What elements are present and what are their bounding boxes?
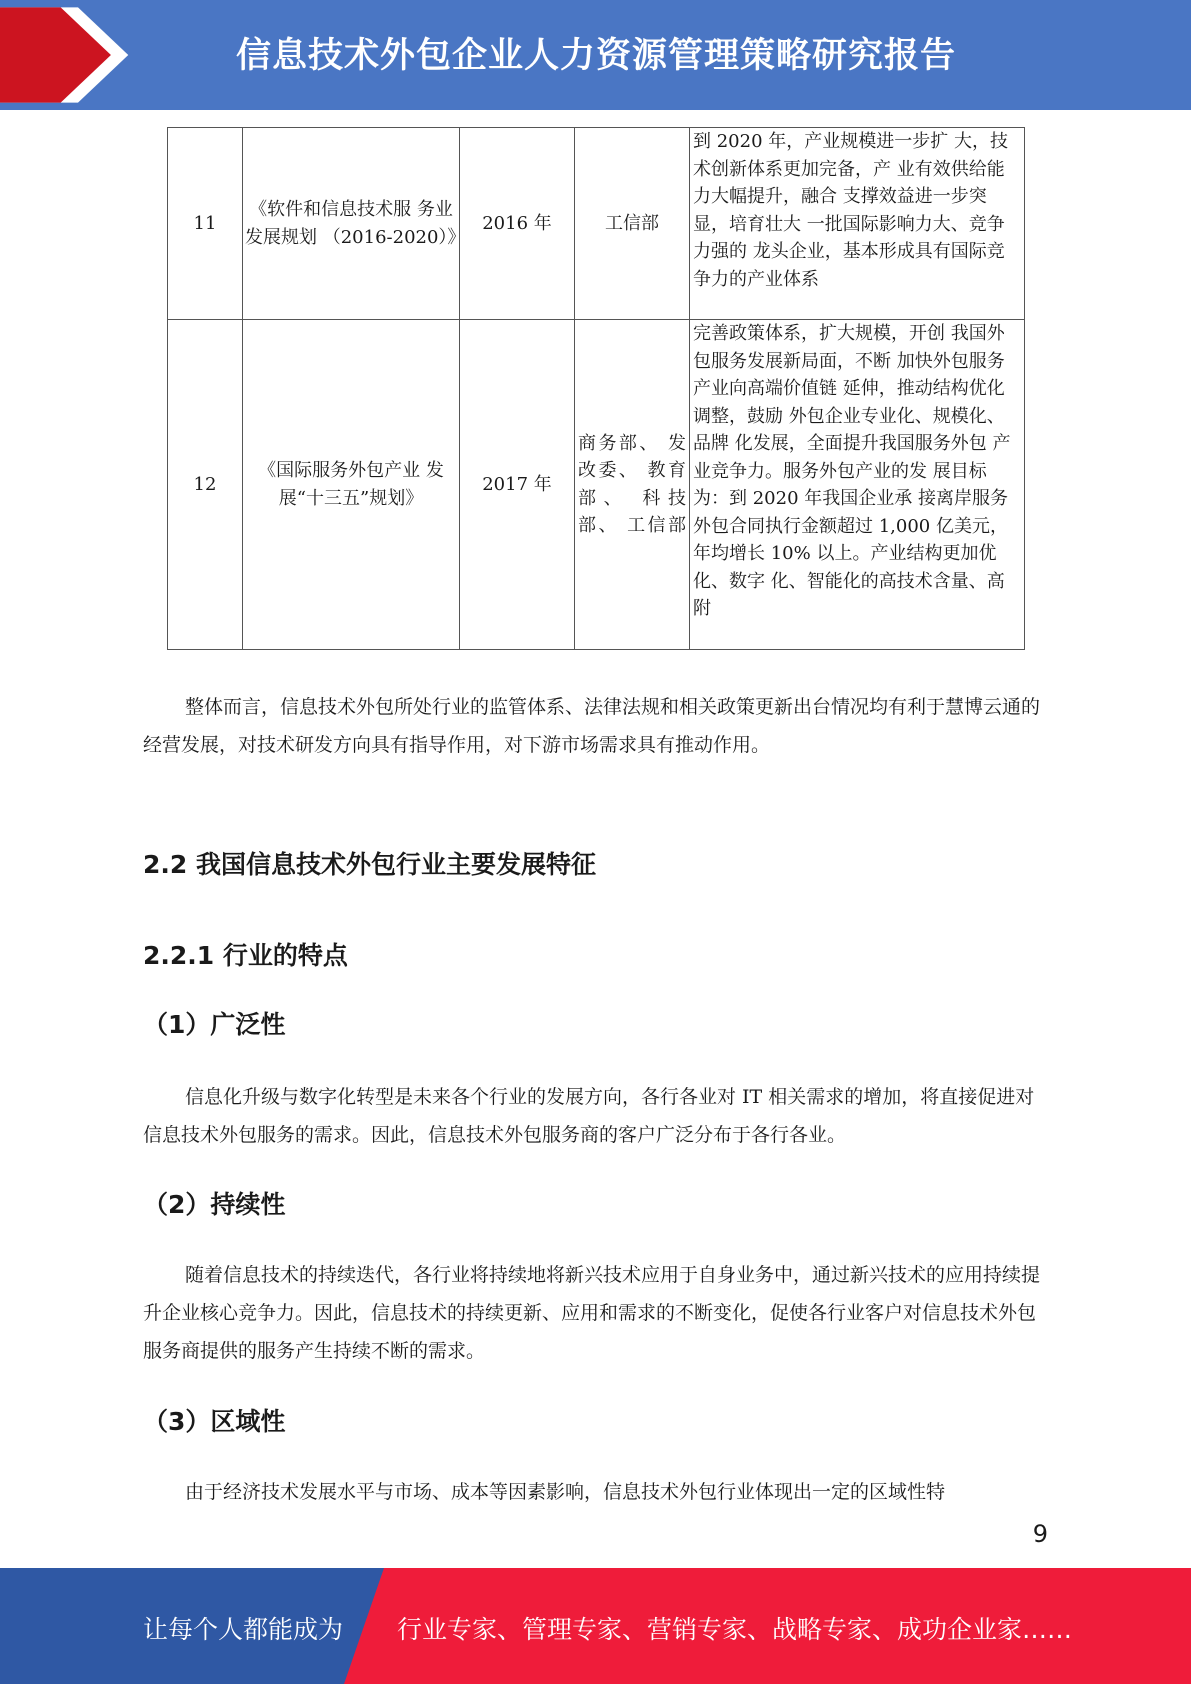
summary-paragraph: 整体而言，信息技术外包所处行业的监管体系、法律法规和相关政策更新出台情况均有利于慧博云通的经营发展，对技术研发方向具有指导作用，对下游市场需求具有推动作用。 <box>143 696 1041 756</box>
item-heading-regional: （3）区域性 <box>143 1407 286 1436</box>
page-footer <box>0 1568 1191 1684</box>
item-paragraph-continuity: 随着信息技术的持续迭代，各行业将持续地将新兴技术应用于自身业务中，通过新兴技术的应用持续提升企业核心竞争力。因此，信息技术的持续更新、应用和需求的不断变化，促使各行业客户对信息技术外包服务商提供的服务产生持续不断的需求。 <box>143 1264 1041 1362</box>
header-arrow-decoration <box>0 0 130 110</box>
footer-slogan-left: 让每个人都能成为 <box>143 1615 344 1644</box>
policy-description: 完善政策体系，扩大规模，开创 我国外包服务发展新局面，不断 加快外包服务产业向高端价值链 延伸，推动结构优化调整，鼓励 外包企业专业化、规模化、品牌 化发展，全面提升我国服务外包 产业竞争力。服务外包产业的发 展目标为：到 2020 年我国企业承 接离岸服务外包合同执行金额超过 1,000 亿美元，年均增长 10% 以上。产业结构更加优化、数字 化、智能化的高技术含量、高附 <box>690 320 1025 650</box>
policy-year: 2017 年 <box>460 320 575 650</box>
policy-description: 到 2020 年，产业规模进一步扩 大，技术创新体系更加完备，产 业有效供给能力大幅提升，融合 支撑效益进一步突显，培育壮大 一批国际影响力大、竞争力强的 龙头企业，基本形成具有国际竞 争力的产业体系 <box>690 128 1025 320</box>
row-number: 12 <box>168 320 243 650</box>
report-title: 信息技术外包企业人力资源管理策略研究报告 <box>236 36 957 76</box>
policy-year: 2016 年 <box>460 128 575 320</box>
item-heading-continuity: （2）持续性 <box>143 1190 286 1219</box>
policy-department: 商务部、 发改委、 教育部、 科技部、 工信部 <box>575 320 690 650</box>
policy-name: 《软件和信息技术服 务业发展规划 （2016-2020）》 <box>243 128 460 320</box>
policy-name: 《国际服务外包产业 发展“十三五”规划》 <box>243 320 460 650</box>
item-paragraph-breadth: 信息化升级与数字化转型是未来各个行业的发展方向，各行各业对 IT 相关需求的增加，将直接促进对信息技术外包服务的需求。因此，信息技术外包服务商的客户广泛分布于各行各业。 <box>143 1086 1035 1146</box>
row-number: 11 <box>168 128 243 320</box>
section-heading: 2.2 我国信息技术外包行业主要发展特征 <box>143 850 596 879</box>
item-heading-breadth: （1）广泛性 <box>143 1010 286 1039</box>
policy-department: 工信部 <box>575 128 690 320</box>
page-header <box>0 0 1191 110</box>
table-row <box>168 320 1025 650</box>
subsection-heading: 2.2.1 行业的特点 <box>143 941 348 970</box>
item-paragraph-regional: 由于经济技术发展水平与市场、成本等因素影响，信息技术外包行业体现出一定的区域性特 <box>185 1481 946 1503</box>
footer-slogan-right: 行业专家、管理专家、营销专家、战略专家、成功企业家…… <box>397 1615 1073 1644</box>
table-row <box>168 128 1025 320</box>
policy-table <box>167 127 1025 650</box>
page-number: 9 <box>1032 1520 1048 1548</box>
